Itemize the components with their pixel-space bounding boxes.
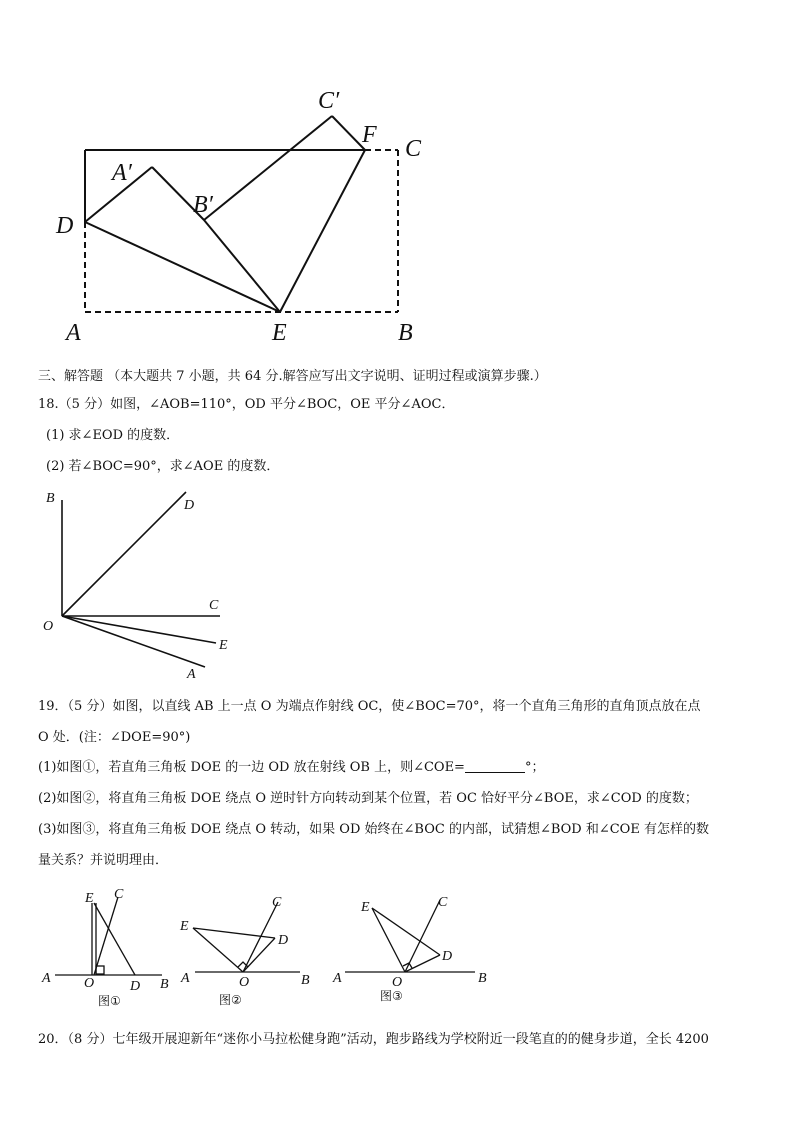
section-header: 三、解答题 （本大题共 7 小题，共 64 分.解答应写出文字说明、证明过程或演算步骤.）	[38, 369, 547, 384]
fig2-label-A: A	[181, 971, 190, 986]
fig3-OD	[405, 955, 440, 972]
label-B-prime: B′	[193, 192, 213, 218]
q18-label-A: A	[187, 667, 196, 682]
fig2-caption: 图②	[219, 993, 242, 1007]
q19-stem-line1: 19．（5 分）如图，以直线 AB 上一点 O 为端点作射线 OC，使∠BOC=70°，将一个直角三角形的直角顶点放在点	[38, 699, 701, 714]
fig3-OC	[405, 900, 440, 972]
label-B: B	[398, 320, 413, 346]
fig3-caption: 图③	[380, 989, 403, 1003]
fig1-label-A: A	[42, 971, 51, 986]
fig2-label-D: D	[278, 933, 289, 948]
fig1-ED	[94, 903, 135, 975]
fig1-right-angle-mark	[96, 966, 104, 974]
q20-stem: 20．（8 分）七年级开展迎新年“迷你小马拉松健身跑”活动，跑步路线为学校附近一段笔直的的健身步道，全长 4200	[38, 1032, 709, 1047]
fig1-label-D: D	[130, 979, 141, 994]
fig1-label-O: O	[84, 976, 95, 991]
fig3-label-O: O	[392, 975, 403, 990]
q19-part3-line2: 量关系？并说明理由．	[38, 853, 169, 868]
q18-part2: (2) 若∠BOC=90°，求∠AOE 的度数．	[46, 459, 280, 474]
q18-label-C: C	[209, 598, 219, 613]
label-A-prime: A′	[112, 160, 132, 186]
q19-part1-suffix: °；	[524, 760, 545, 775]
label-E: E	[272, 320, 287, 346]
label-C: C	[405, 136, 422, 162]
fig1-label-B: B	[160, 977, 169, 992]
label-F: F	[362, 122, 377, 148]
fig2-label-B: B	[301, 973, 310, 988]
fig3-label-A: A	[333, 971, 342, 986]
fig2-OE	[193, 928, 243, 972]
q18-label-B: B	[46, 491, 55, 506]
q19-part3-line1: (3)如图③，将直角三角板 DOE 绕点 O 转动，如果 OD 始终在∠BOC 的内部，试猜想∠BOD 和∠COE 有怎样的数	[38, 822, 709, 837]
fig1-caption: 图①	[98, 994, 121, 1008]
fig2-label-C: C	[272, 895, 282, 910]
fig3-label-C: C	[438, 895, 448, 910]
fig3-label-B: B	[478, 971, 487, 986]
fig1-label-C: C	[114, 887, 124, 902]
fig3-OE	[372, 908, 405, 972]
fig2-label-O: O	[239, 975, 250, 990]
fig2-label-E: E	[180, 919, 189, 934]
q18-stem: 18.（5 分）如图，∠AOB=110°，OD 平分∠BOC，OE 平分∠AOC．	[38, 397, 455, 412]
label-A: A	[66, 320, 81, 346]
fig3-label-D: D	[442, 949, 453, 964]
fig2-OC	[243, 902, 278, 972]
q18-label-O: O	[43, 619, 54, 634]
label-D: D	[56, 213, 74, 239]
fig3-ED	[372, 908, 440, 955]
fig1-label-E: E	[85, 891, 94, 906]
q19-fig1	[55, 897, 162, 975]
label-C-prime: C′	[318, 88, 340, 114]
q19-part1-text: (1)如图①，若直角三角板 DOE 的一边 OD 放在射线 OB 上，则∠COE=	[38, 760, 465, 775]
q18-part1: (1) 求∠EOD 的度数．	[46, 428, 180, 443]
q18-label-D: D	[184, 498, 195, 513]
q18-label-E: E	[219, 638, 228, 653]
fig3-label-E: E	[361, 900, 370, 915]
q19-part2: (2)如图②，将直角三角板 DOE 绕点 O 逆时针方向转动到某个位置，若 OC 恰好平分∠BOE，求∠COD 的度数；	[38, 791, 698, 806]
q19-stem-line2: O 处．(注：∠DOE=90°)	[38, 730, 191, 745]
